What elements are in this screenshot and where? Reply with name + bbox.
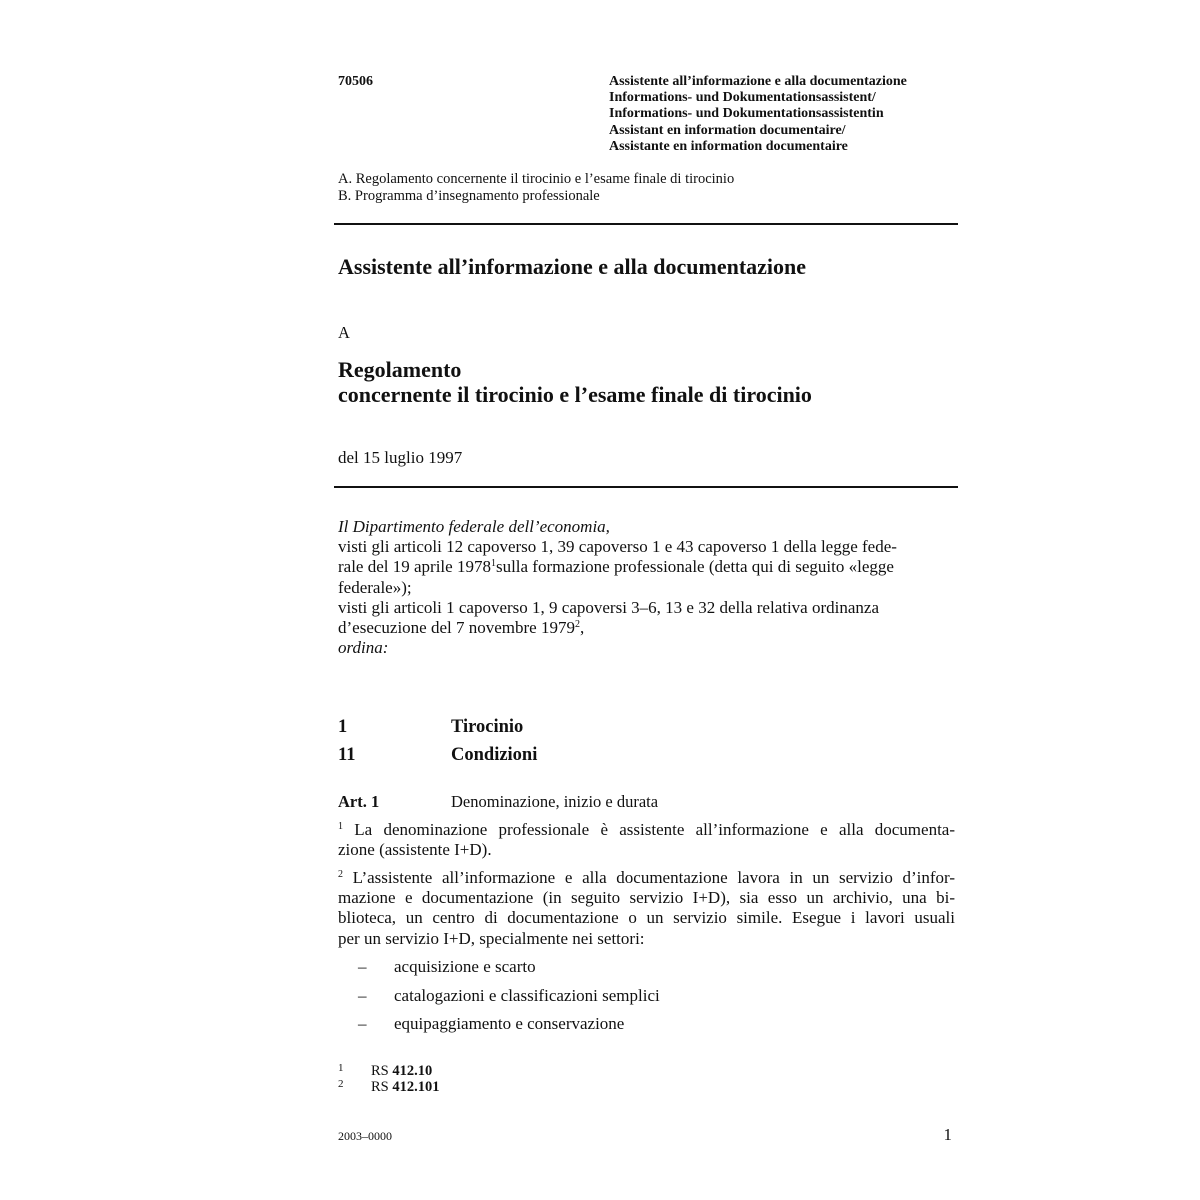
paragraph-text: L’assistente all’informazione e alla documentazione lavora in un servizio d’infor- (352, 868, 955, 887)
footnote-reference (371, 1079, 440, 1095)
preamble-line: federale»); (338, 577, 412, 597)
regulation-date: del 15 luglio 1997 (338, 448, 463, 467)
section-label: Tirocinio (451, 717, 524, 737)
article-label: Denominazione, inizio e durata (451, 792, 659, 811)
regulation-title (338, 357, 812, 407)
regulation-title-line1: Regolamento (338, 357, 462, 382)
paragraph-line: per un servizio I+D, specialmente nei settori: (338, 928, 645, 948)
part-b: B. Programma d’insegnamento professionale (338, 187, 600, 204)
footnote-number: 1 (338, 1062, 344, 1074)
footnote-number: 2 (338, 1078, 344, 1090)
preamble (338, 517, 938, 658)
subsection-label: Condizioni (451, 745, 538, 765)
footnote-2 (338, 1079, 638, 1095)
title-german-f: Informations- und Dokumentationsassistentin (609, 106, 884, 122)
list-item-text: equipaggiamento e conservazione (394, 1014, 625, 1033)
paragraph-line: blioteca, un centro di documentazione o un servizio simile. Esegue i lavori usuali (338, 908, 955, 928)
title-german-m: Informations- und Dokumentationsassistent/ (609, 90, 876, 106)
document-page (338, 0, 958, 1200)
title-italian: Assistente all’informazione e alla documentazione (609, 74, 907, 89)
footnote-ref-1[interactable]: 1 (490, 558, 496, 570)
paragraph-line: zione (assistente I+D). (338, 840, 492, 860)
title-french-f: Assistante en information documentaire (609, 138, 848, 154)
page-number: 1 (943, 1125, 952, 1144)
article-paragraph-2 (338, 868, 955, 949)
footnote-1 (338, 1063, 638, 1079)
preamble-text: rale del 19 aprile 1978 (338, 557, 491, 577)
footnote-prefix: RS (371, 1063, 389, 1079)
preamble-line (338, 557, 938, 577)
subsection-number: 11 (338, 745, 356, 765)
footnote-prefix: RS (371, 1079, 389, 1095)
dash-bullet: – (358, 1014, 367, 1033)
document-code: 70506 (338, 74, 373, 89)
horizontal-rule-bottom (334, 486, 958, 488)
paragraph-line: mazione e documentazione (in seguito servizio I+D), sia esso un archivio, una bi- (338, 888, 955, 908)
parts-list (338, 171, 734, 204)
part-letter: A (338, 323, 350, 342)
footnotes (338, 1063, 638, 1095)
title-french-m: Assistant en information documentaire/ (609, 122, 846, 138)
footer-code: 2003–0000 (338, 1129, 392, 1143)
paragraph-text: La denominazione professionale è assistente all’informazione e alla documenta- (354, 820, 956, 839)
section-number: 1 (338, 717, 348, 737)
part-a: A. Regolamento concernente il tirocinio e l’esame finale di tirocinio (338, 171, 735, 187)
paragraph-line (338, 868, 955, 888)
paragraph-number: 1 (338, 821, 343, 832)
multilingual-titles (609, 74, 969, 155)
preamble-line: visti gli articoli 12 capoverso 1, 39 capoverso 1 e 43 capoverso 1 della legge fede- (338, 537, 897, 557)
footnote-link[interactable]: 412.101 (392, 1079, 440, 1095)
paragraph-line (338, 820, 955, 840)
preamble-text: sulla formazione professionale (detta qui di seguito «legge (495, 557, 894, 577)
regulation-title-line2: concernente il tirocinio e l’esame finale di tirocinio (338, 382, 812, 407)
preamble-authority: Il Dipartimento federale dell’economia, (338, 517, 610, 536)
footnote-link[interactable]: 412.10 (392, 1063, 433, 1079)
preamble-line: visti gli articoli 1 capoverso 1, 9 capoversi 3–6, 13 e 32 della relativa ordinanza (338, 597, 879, 617)
dash-bullet: – (358, 985, 367, 1005)
footnote-reference (371, 1063, 432, 1079)
list-item-text: catalogazioni e classificazioni semplici (394, 985, 660, 1005)
dash-bullet: – (358, 957, 367, 976)
list-item-text: acquisizione e scarto (394, 957, 536, 976)
preamble-text: d’esecuzione del 7 novembre 1979 (338, 618, 575, 638)
horizontal-rule-top (334, 223, 958, 225)
paragraph-number: 2 (338, 869, 343, 880)
preamble-ordina: ordina: (338, 638, 389, 658)
footnote-ref-2[interactable]: 2 (574, 619, 580, 631)
article-paragraph-1 (338, 820, 955, 860)
article-number: Art. 1 (338, 792, 380, 811)
preamble-text: , (579, 618, 585, 638)
preamble-line (338, 618, 938, 638)
main-title: Assistente all’informazione e alla documentazione (338, 254, 807, 279)
